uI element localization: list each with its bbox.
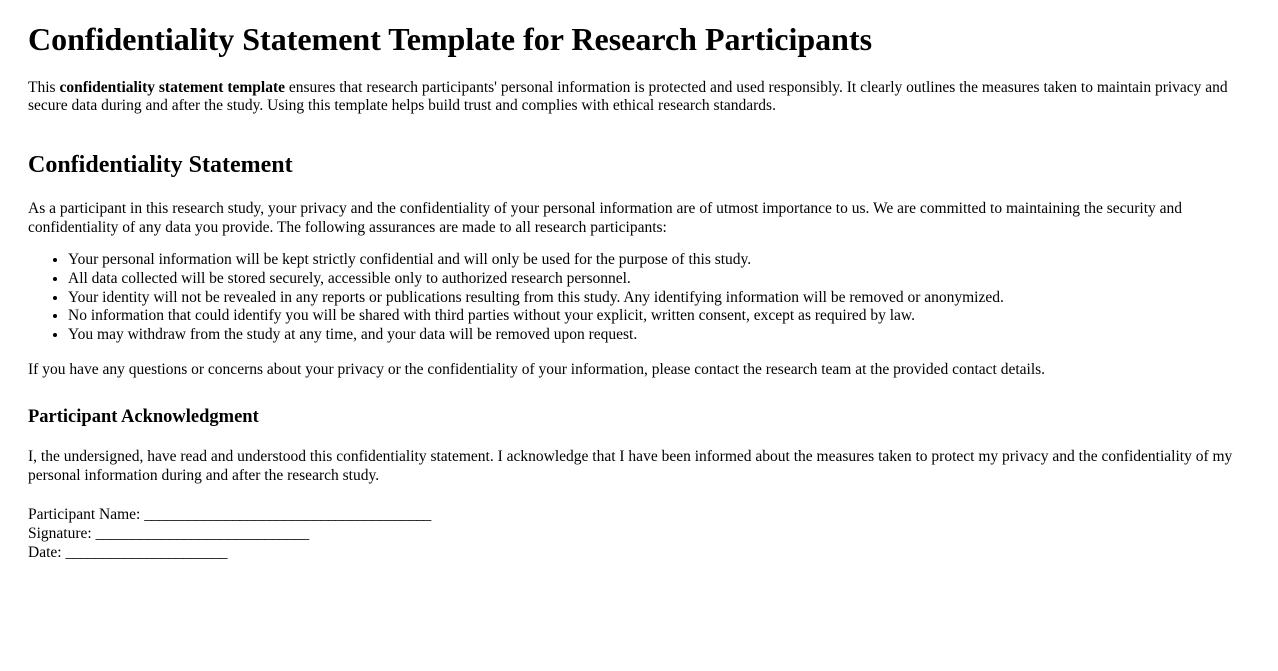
page-title: Confidentiality Statement Template for Research Participants xyxy=(28,21,873,57)
signature-block xyxy=(28,505,1250,562)
list-item: • No information that could identify you will be shared with third parties without your explicit, written consent, except as required by law. xyxy=(68,307,1250,326)
subsection-heading-participant-acknowledgment: Participant Acknowledgment xyxy=(28,406,259,427)
section-heading-confidentiality-statement: Confidentiality Statement xyxy=(28,151,293,178)
list-item: • Your personal information will be kept strictly confidential and will only be used for the purpose of this study. xyxy=(68,251,1250,270)
section-paragraph: As a participant in this research study, your privacy and the confidentiality of your personal information are of utmost importance to us. We are committed to maintaining the security and confidentiality of any data you provide. The following assurances are made to all research participants: xyxy=(28,200,1183,236)
list-item: • Your identity will not be revealed in any reports or publications resulting from this study. Any identifying information will be removed or anonymized. xyxy=(68,289,1250,308)
acknowledgment-paragraph: I, the undersigned, have read and understood this confidentiality statement. I acknowledge that I have been informed about the measures taken to protect my privacy and the confidentiality of my personal information during and after the research study. xyxy=(28,448,1233,484)
signature-field[interactable]: _____________________________ xyxy=(95,525,309,543)
intro-rest-text: ensures that research participants' personal information is protected and used responsibly. It clearly outlines the measures taken to maintain privacy and secure data during and after the study. Using this template helps build trust and complies with ethical research standards. xyxy=(28,78,1228,115)
signature-label: Signature: xyxy=(28,525,96,543)
participant-name-label: Participant Name: xyxy=(28,506,145,524)
intro-bold-phrase: confidentiality statement template xyxy=(59,78,285,96)
intro-paragraph xyxy=(28,79,1250,116)
list-item: • You may withdraw from the study at any time, and your data will be removed upon request. xyxy=(68,326,1250,345)
assurance-list xyxy=(28,251,1250,344)
list-item: • All data collected will be stored securely, accessible only to authorized research personnel. xyxy=(68,270,1250,289)
contact-paragraph: If you have any questions or concerns about your privacy or the confidentiality of your information, please contact the research team at the provided contact details. xyxy=(28,361,1046,379)
document-page xyxy=(0,21,1278,562)
intro-lead-text: This xyxy=(28,78,60,96)
participant-name-field[interactable]: _______________________________________ xyxy=(144,506,431,524)
date-label: Date: xyxy=(28,544,66,562)
date-field[interactable]: ______________________ xyxy=(65,544,228,562)
